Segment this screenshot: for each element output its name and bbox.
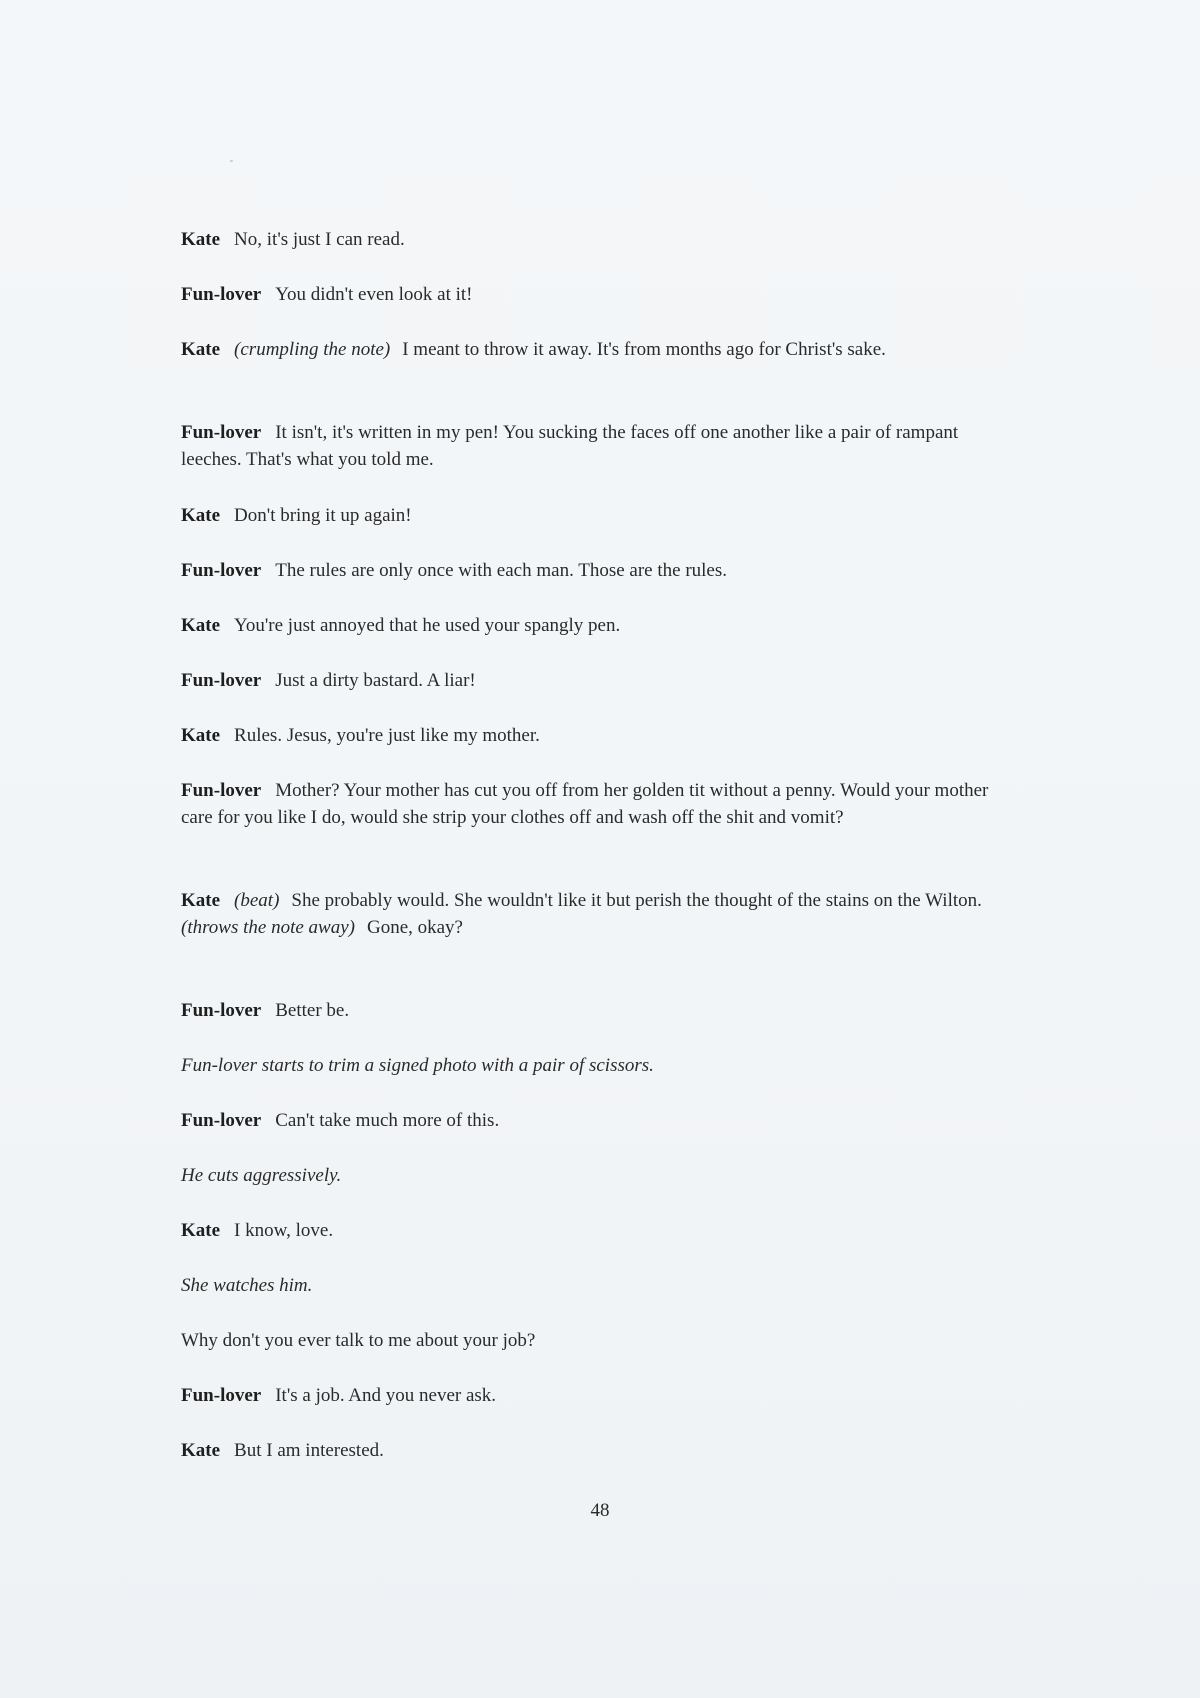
dialogue-line [181,557,1021,584]
dialogue-line [181,1382,1021,1409]
dialogue-line [181,419,1021,473]
scan-speck [230,160,233,162]
dialogue-line [181,281,1021,308]
speaker-name: Kate [181,1440,221,1461]
dialogue-text: You're just annoyed that he used your spangly pen. [234,615,621,636]
speaker-name: Fun-lover [181,284,262,305]
dialogue-line [181,1437,1021,1464]
dialogue-line [181,226,1021,253]
dialogue-text: Gone, okay? [366,917,463,938]
dialogue-line [181,1217,1021,1244]
dialogue-text: But I am interested. [234,1440,384,1461]
speaker-name: Fun-lover [181,1385,262,1406]
page-number: 48 [590,1500,610,1521]
stage-direction: He cuts aggressively. [181,1165,342,1186]
speaker-name: Fun-lover [181,1110,262,1131]
dialogue-line [181,336,1021,363]
speaker-name: Fun-lover [181,560,262,581]
dialogue-text: Rules. Jesus, you're just like my mother. [234,725,540,746]
dialogue-text: Just a dirty bastard. A liar! [275,670,476,691]
speaker-name: Fun-lover [181,780,262,801]
speaker-name: Kate [181,1220,221,1241]
speaker-name: Kate [181,229,221,250]
dialogue-text: Don't bring it up again! [234,505,412,526]
dialogue-text: She probably would. She wouldn't like it but perish the thought of the stains on the Wilton. [291,890,982,911]
stage-direction: She watches him. [181,1275,313,1296]
dialogue-text: I meant to throw it away. It's from months ago for Christ's sake. [402,339,886,360]
dialogue-text: No, it's just I can read. [234,229,405,250]
speaker-name: Kate [181,725,221,746]
speaker-name: Kate [181,615,221,636]
dialogue-line [181,887,1021,941]
dialogue-line [181,667,1021,694]
dialogue-line [181,722,1021,749]
stage-direction-inline: (beat) [234,890,280,911]
dialogue-line [181,612,1021,639]
dialogue-text: You didn't even look at it! [275,284,473,305]
dialogue-text: I know, love. [234,1220,334,1241]
speaker-name: Fun-lover [181,1000,262,1021]
dialogue-text: Better be. [275,1000,350,1021]
dialogue-text: Mother? Your mother has cut you off from her golden tit without a penny. Would your mother care for you like I do, would she strip your clothes off and wash off the shit and vomit? [181,780,989,828]
speaker-name: Kate [181,339,221,360]
dialogue-line [181,1107,1021,1134]
dialogue-line [181,502,1021,529]
speaker-name: Fun-lover [181,422,262,443]
speaker-name: Kate [181,505,221,526]
dialogue-line [181,777,1021,831]
speaker-name: Kate [181,890,221,911]
stage-direction-inline: (throws the note away) [181,917,355,938]
stage-direction: Fun-lover starts to trim a signed photo with a pair of scissors. [181,1055,654,1076]
dialogue-line [181,997,1021,1024]
speaker-name: Fun-lover [181,670,262,691]
dialogue-text: It's a job. And you never ask. [275,1385,497,1406]
dialogue-text: Can't take much more of this. [275,1110,500,1131]
stage-direction-inline: (crumpling the note) [234,339,391,360]
dialogue-line [181,1327,1021,1354]
dialogue-text: The rules are only once with each man. Those are the rules. [275,560,727,581]
dialogue-text: Why don't you ever talk to me about your job? [181,1330,536,1351]
dialogue-text: It isn't, it's written in my pen! You sucking the faces off one another like a pair of rampant leeches. That's what you told me. [181,422,959,470]
